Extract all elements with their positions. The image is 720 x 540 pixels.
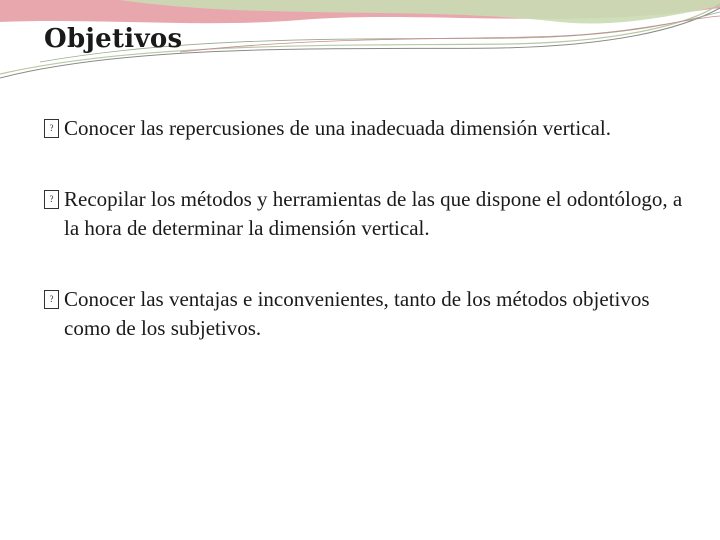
list-item bbox=[44, 285, 684, 343]
list-item bbox=[44, 185, 684, 243]
objectives-list bbox=[44, 114, 684, 343]
missing-glyph-box-icon: ? bbox=[44, 290, 59, 309]
list-item bbox=[44, 114, 684, 143]
bullet-text: Recopilar los métodos y herramientas de las que dispone el odontólogo, a la hora de determinar la dimensión vertical. bbox=[64, 187, 683, 240]
missing-glyph-box-icon: ? bbox=[44, 119, 59, 138]
missing-glyph-box-icon: ? bbox=[44, 190, 59, 209]
bullet-text: Conocer las repercusiones de una inadecuada dimensión vertical. bbox=[64, 116, 611, 140]
slide-title: Objetivos bbox=[44, 24, 183, 54]
bullet-text: Conocer las ventajas e inconvenientes, tanto de los métodos objetivos como de los subjetivos. bbox=[64, 287, 650, 340]
